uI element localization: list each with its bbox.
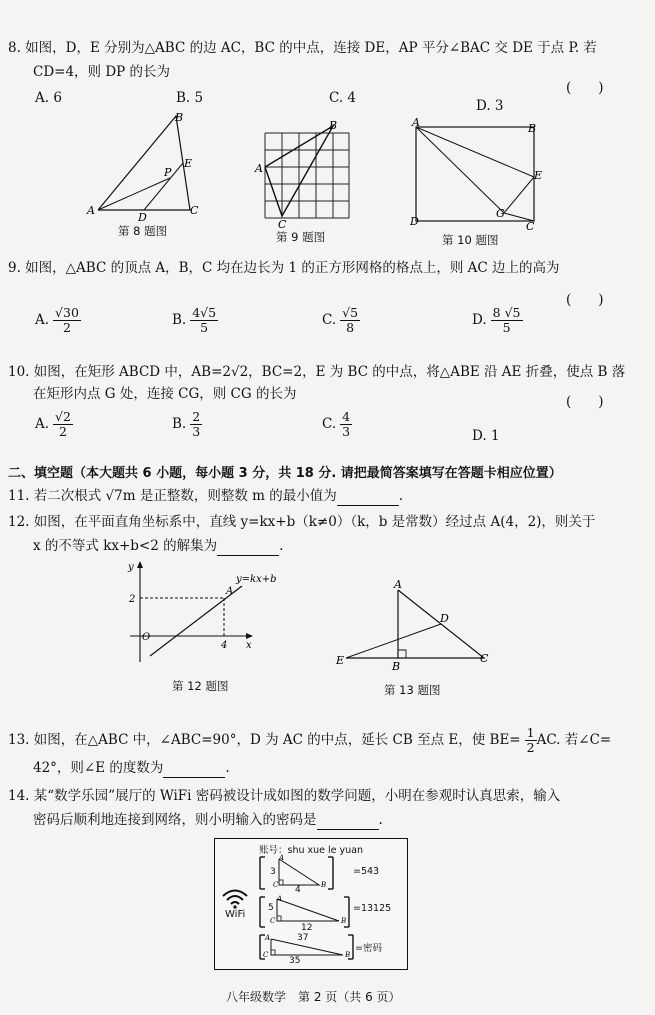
wifi-row1-result: =543 bbox=[353, 866, 380, 877]
q9-option-b: B. $\frac{4√5}{5}$ bbox=[172, 305, 217, 335]
q10-option-d: D. 1 bbox=[472, 428, 500, 444]
q10-answer-paren: ( ) bbox=[566, 394, 604, 410]
wifi-account-label: 账号：shu xue le yuan bbox=[259, 845, 364, 856]
q8-option-d: D. 3 bbox=[476, 98, 504, 114]
figure-12-line-label: y=kx+b bbox=[236, 574, 277, 585]
q14-answer-blank[interactable] bbox=[317, 815, 379, 830]
q10-option-c: C. $\frac{4}{3}$ bbox=[322, 409, 351, 439]
figure-13-caption: 第 13 题图 bbox=[384, 683, 441, 697]
svg-text:A: A bbox=[265, 934, 271, 942]
svg-text:C: C bbox=[480, 652, 489, 665]
q14-stem-line2: 密码后顺利地连接到网络，则小明输入的密码是 . bbox=[33, 812, 383, 828]
q8-stem-line1: 8. 如图，D，E 分别为△ABC 的边 AC，BC 的中点，连接 DE，AP 平分∠BAC 交 DE 于点 P. 若 bbox=[8, 40, 597, 56]
q10-stem-line1: 10. 如图，在矩形 ABCD 中，AB=2√2，BC=2，E 为 BC 的中点，将△ABE 沿 AE 折叠，使点 B 落 bbox=[8, 364, 626, 380]
svg-text:B: B bbox=[329, 119, 338, 132]
svg-text:A: A bbox=[277, 895, 283, 903]
svg-text:A: A bbox=[255, 162, 263, 175]
svg-text:A: A bbox=[279, 854, 285, 862]
figure-12-origin: O bbox=[142, 632, 151, 643]
q13-stem-line2: 42°，则∠E 的度数为 . bbox=[33, 760, 230, 776]
svg-text:E: E bbox=[184, 157, 193, 170]
q8-stem-line2: CD=4，则 DP 的长为 bbox=[33, 64, 171, 80]
svg-text:D: D bbox=[410, 215, 419, 228]
svg-text:x: x bbox=[246, 640, 252, 651]
svg-text:C: C bbox=[526, 220, 535, 231]
svg-text:A: A bbox=[226, 586, 234, 597]
figure-8-caption: 第 8 题图 bbox=[118, 224, 168, 238]
q8-option-b: B. 5 bbox=[176, 90, 204, 106]
svg-text:E: E bbox=[336, 654, 345, 667]
svg-text:G: G bbox=[496, 207, 505, 220]
svg-text:D: D bbox=[440, 612, 449, 625]
q10-option-a: A. $\frac{√2}{2}$ bbox=[35, 409, 71, 439]
q11-stem: 11. 若二次根式 √7m 是正整数，则整数 m 的最小值为 . bbox=[8, 488, 404, 504]
page-footer: 八年级数学 第 2 页（共 6 页） bbox=[226, 990, 401, 1004]
svg-text:P: P bbox=[164, 166, 172, 179]
q13-stem-line1: 13. 如图，在△ABC 中，∠ABC=90°，D 为 AC 的中点，延长 CB 至点 E，使 BE= $\frac{1}{2}$ AC. 若∠C= bbox=[8, 725, 612, 755]
svg-text:C: C bbox=[263, 951, 269, 959]
q8-answer-paren: ( ) bbox=[566, 80, 604, 96]
svg-text:B: B bbox=[341, 917, 347, 925]
figure-12-y-tick: 2 bbox=[129, 594, 136, 605]
svg-text:A: A bbox=[87, 204, 95, 217]
figure-9-caption: 第 9 题图 bbox=[276, 230, 326, 244]
svg-text:B: B bbox=[528, 122, 537, 135]
wifi-row2-side-a: 5 bbox=[268, 903, 274, 913]
figure-10-rectangle bbox=[408, 117, 543, 231]
q10-option-b: B. $\frac{2}{3}$ bbox=[172, 409, 201, 439]
figure-10-caption: 第 10 题图 bbox=[442, 233, 499, 247]
figure-12-caption: 第 12 题图 bbox=[172, 679, 229, 693]
figure-12-coordinate-plane bbox=[126, 558, 286, 668]
figure-12-x-tick: 4 bbox=[221, 640, 228, 651]
svg-text:B: B bbox=[321, 881, 327, 889]
svg-text:B: B bbox=[175, 111, 184, 124]
wifi-row3-side-b: 35 bbox=[289, 956, 301, 966]
svg-text:C: C bbox=[273, 881, 279, 889]
figure-13-triangle bbox=[334, 578, 494, 674]
q14-stem-line1: 14. 某“数学乐园”展厅的 WiFi 密码被设计成如图的数学问题，小明在参观时认真思索，输入 bbox=[8, 788, 561, 804]
q12-stem-line2: x 的不等式 kx+b<2 的解集为 . bbox=[33, 538, 284, 554]
q12-answer-blank[interactable] bbox=[217, 541, 279, 556]
q12-stem-line1: 12. 如图，在平面直角坐标系中，直线 y=kx+b（k≠0）（k，b 是常数）经过点 A(4，2)，则关于 bbox=[8, 514, 596, 530]
q11-answer-blank[interactable] bbox=[337, 491, 399, 506]
svg-text:C: C bbox=[190, 204, 199, 217]
wifi-label: WiFi bbox=[225, 909, 246, 920]
wifi-row1-side-a: 3 bbox=[270, 867, 276, 877]
svg-text:E: E bbox=[534, 169, 543, 182]
svg-text:A: A bbox=[412, 117, 420, 129]
q9-stem: 9. 如图，△ABC 的顶点 A，B，C 均在边长为 1 的正方形网格的格点上，则 AC 边上的高为 bbox=[8, 260, 560, 276]
wifi-row2-side-b: 12 bbox=[301, 923, 313, 933]
q9-answer-paren: ( ) bbox=[566, 292, 604, 308]
q8-option-c: C. 4 bbox=[329, 90, 357, 106]
wifi-password-figure bbox=[214, 838, 408, 970]
wifi-row3-result: =密码 bbox=[355, 943, 382, 954]
wifi-row1-side-b: 4 bbox=[295, 885, 301, 895]
figure-8-triangle bbox=[86, 110, 202, 222]
svg-text:B: B bbox=[345, 951, 351, 959]
svg-text:B: B bbox=[392, 660, 401, 673]
svg-text:A: A bbox=[394, 578, 402, 591]
q8-option-a: A. 6 bbox=[35, 90, 62, 106]
svg-text:C: C bbox=[278, 218, 287, 228]
q9-option-c: C. $\frac{√5}{8}$ bbox=[322, 305, 359, 335]
q13-answer-blank[interactable] bbox=[163, 763, 225, 778]
section-fill-in-title: 二、填空题（本大题共 6 小题，每小题 3 分，共 18 分. 请把最简答案填写在答题卡相应位置） bbox=[8, 466, 562, 481]
q9-option-a: A. $\frac{√30}{2}$ bbox=[35, 305, 79, 335]
svg-text:y: y bbox=[128, 562, 134, 573]
q10-stem-line2: 在矩形内点 G 处，连接 CG，则 CG 的长为 bbox=[33, 386, 297, 402]
wifi-row3-side-a: 37 bbox=[297, 933, 309, 943]
wifi-row2-result: =13125 bbox=[353, 903, 392, 914]
svg-text:C: C bbox=[270, 917, 276, 925]
svg-text:D: D bbox=[138, 211, 147, 222]
q9-option-d: D. $\frac{8 √5}{5}$ bbox=[472, 305, 521, 335]
wifi-icon bbox=[221, 887, 249, 909]
figure-9-grid bbox=[253, 118, 353, 228]
